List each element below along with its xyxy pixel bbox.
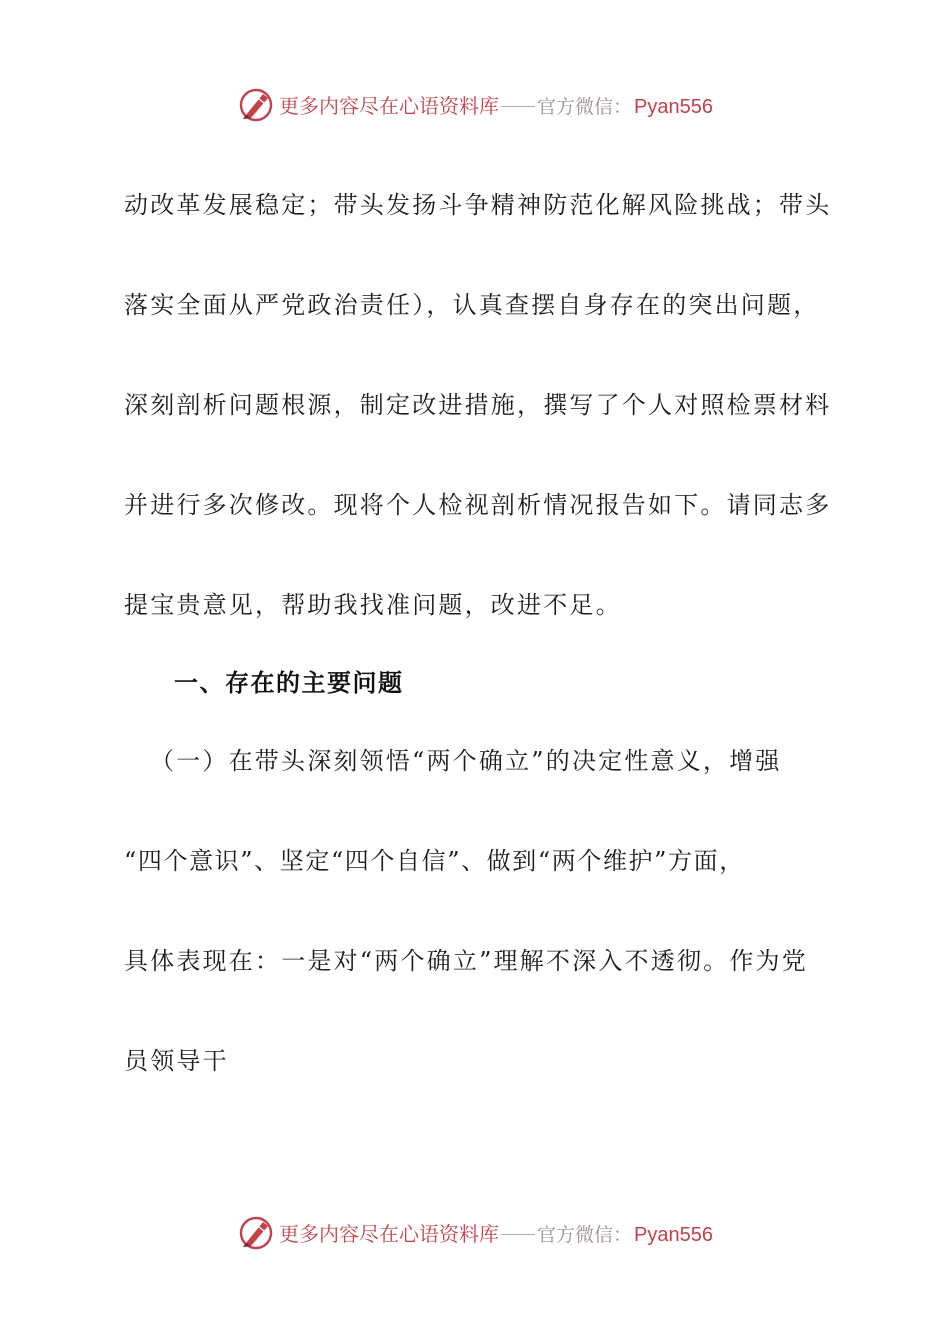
banner-main-text: 更多内容尽在心语资料库 bbox=[279, 93, 499, 118]
banner-dash-divider bbox=[501, 1234, 535, 1235]
para2-line-4: 员领导干 bbox=[124, 1047, 229, 1075]
section-heading: 一、存在的主要问题 bbox=[174, 669, 404, 697]
body-line-5: 提宝贵意见，帮助我找准问题，改进不足。 bbox=[124, 591, 622, 619]
para2-line-3: 具体表现在：一是对“两个确立”理解不深入不透彻。作为党 bbox=[124, 947, 808, 975]
banner-dash-divider bbox=[501, 106, 535, 107]
banner-official-label: 官方微信： bbox=[537, 1223, 633, 1246]
pen-nib-logo-icon bbox=[237, 1213, 275, 1251]
pen-nib-logo-icon bbox=[237, 85, 275, 123]
para2-line-1: （一）在带头深刻领悟“两个确立”的决定性意义，增强 bbox=[150, 747, 782, 775]
body-line-3: 深刻剖析问题根源，制定改进措施，撰写了个人对照检票材料 bbox=[124, 391, 832, 419]
body-line-4: 并进行多次修改。现将个人检视剖析情况报告如下。请同志多 bbox=[124, 491, 832, 519]
body-line-1: 动改革发展稳定；带头发扬斗争精神防范化解风险挑战；带头 bbox=[124, 191, 832, 219]
banner-main-text: 更多内容尽在心语资料库 bbox=[279, 1221, 499, 1246]
banner-wechat-id: Pyan556 bbox=[634, 95, 713, 118]
para2-line-2: “四个意识”、坚定“四个自信”、做到“两个维护”方面， bbox=[124, 847, 745, 875]
footer-watermark-banner bbox=[0, 1210, 950, 1254]
banner-wechat-id: Pyan556 bbox=[634, 1223, 713, 1246]
body-line-2: 落实全面从严党政治责任），认真查摆自身存在的突出问题， bbox=[124, 291, 820, 319]
banner-official-label: 官方微信： bbox=[537, 95, 633, 118]
header-watermark-banner bbox=[0, 82, 950, 126]
